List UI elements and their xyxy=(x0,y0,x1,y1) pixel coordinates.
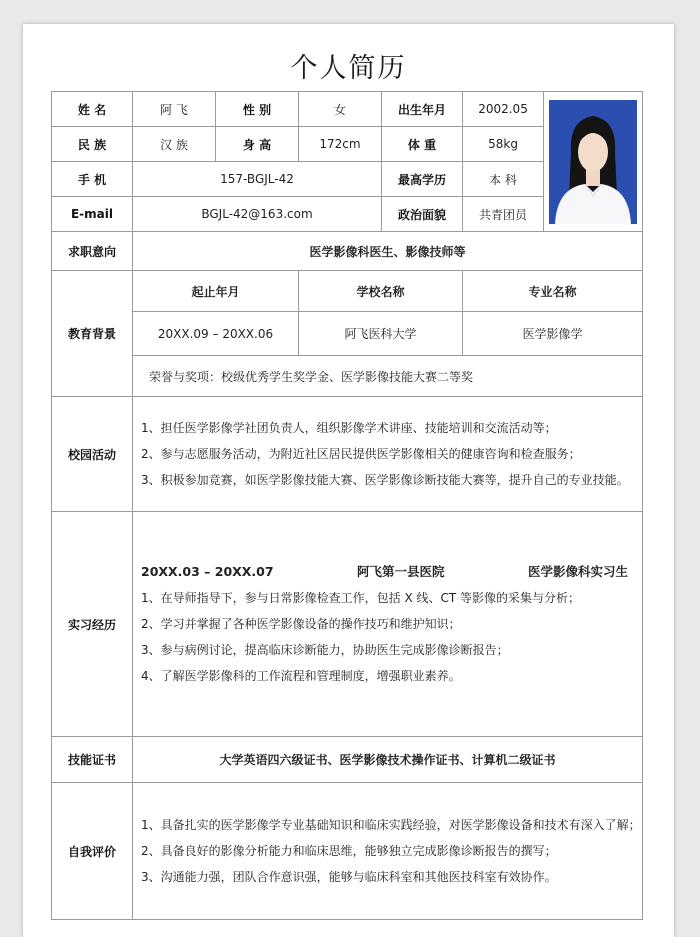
list-item: 2、具备良好的影像分析能力和临床思维，能够独立完成影像诊断报告的撰写； xyxy=(141,844,557,858)
table-row xyxy=(52,512,643,737)
internship-content xyxy=(133,512,643,737)
edu-major: 医学影像学 xyxy=(463,312,643,356)
gender-label: 性 别 xyxy=(216,92,299,127)
birth-label: 出生年月 xyxy=(382,92,463,127)
table-row xyxy=(52,356,643,397)
height-value: 172cm xyxy=(299,127,382,162)
weight-value: 58kg xyxy=(463,127,544,162)
internship-period: 20XX.03 – 20XX.07 xyxy=(141,564,274,579)
list-item: 2、参与志愿服务活动，为附近社区居民提供医学影像相关的健康咨询和检查服务； xyxy=(141,447,581,461)
weight-label: 体 重 xyxy=(382,127,463,162)
edu-header-major: 专业名称 xyxy=(463,271,643,312)
list-item: 2、学习并掌握了各种医学影像设备的操作技巧和维护知识； xyxy=(141,617,461,631)
list-item: 1、具备扎实的医学影像学专业基础知识和临床实践经验，对医学影像设备和技术有深入了解； xyxy=(141,818,641,832)
certs-label: 技能证书 xyxy=(52,737,133,783)
table-row xyxy=(52,397,643,512)
self-eval-content xyxy=(133,783,643,920)
self-eval-label: 自我评价 xyxy=(52,783,133,920)
table-row xyxy=(52,737,643,783)
campus-content xyxy=(133,397,643,512)
name-label: 姓 名 xyxy=(52,92,133,127)
internship-label: 实习经历 xyxy=(52,512,133,737)
edu-period: 20XX.09 – 20XX.06 xyxy=(133,312,299,356)
table-row xyxy=(52,232,643,271)
edu-header-school: 学校名称 xyxy=(299,271,463,312)
phone-value: 157-BGJL-42 xyxy=(133,162,382,197)
internship-header xyxy=(133,559,642,585)
email-label: E-mail xyxy=(52,197,133,232)
page-title: 个人简历 xyxy=(290,53,407,84)
birth-value: 2002.05 xyxy=(463,92,544,127)
ethnic-value: 汉 族 xyxy=(133,127,216,162)
list-item: 3、参与病例讨论，提高临床诊断能力，协助医生完成影像诊断报告； xyxy=(141,643,509,657)
intent-value: 医学影像科医生、影像技师等 xyxy=(133,232,643,271)
table-row xyxy=(52,92,643,127)
phone-label: 手 机 xyxy=(52,162,133,197)
avatar xyxy=(549,100,637,224)
height-label: 身 高 xyxy=(216,127,299,162)
education-label: 教育背景 xyxy=(52,271,133,397)
internship-hospital: 阿飞第一县医院 xyxy=(357,564,445,579)
internship-role: 医学影像科实习生 xyxy=(527,564,628,579)
table-row xyxy=(52,783,643,920)
list-item: 3、沟通能力强，团队合作意识强，能够与临床科室和其他医技科室有效协作。 xyxy=(141,870,557,884)
ethnic-label: 民 族 xyxy=(52,127,133,162)
edu-header-period: 起止年月 xyxy=(133,271,299,312)
table-row xyxy=(52,312,643,356)
resume-page xyxy=(23,24,674,937)
politics-label: 政治面貌 xyxy=(382,197,463,232)
list-item: 3、积极参加竞赛，如医学影像技能大赛、医学影像诊断技能大赛等，提升自己的专业技能。 xyxy=(141,473,629,487)
gender-value: 女 xyxy=(299,92,382,127)
list-item: 1、担任医学影像学社团负责人，组织影像学术讲座、技能培训和交流活动等； xyxy=(141,421,557,435)
name-value: 阿 飞 xyxy=(133,92,216,127)
photo-cell xyxy=(544,92,643,232)
education-level-value: 本 科 xyxy=(463,162,544,197)
politics-value: 共青团员 xyxy=(463,197,544,232)
table-row xyxy=(52,271,643,312)
edu-school: 阿飞医科大学 xyxy=(299,312,463,356)
email-value: BGJL-42@163.com xyxy=(133,197,382,232)
resume-table xyxy=(51,91,643,920)
campus-label: 校园活动 xyxy=(52,397,133,512)
edu-honors: 荣誉与奖项：校级优秀学生奖学金、医学影像技能大赛二等奖 xyxy=(133,356,643,397)
education-level-label: 最高学历 xyxy=(382,162,463,197)
list-item: 4、了解医学影像科的工作流程和管理制度，增强职业素养。 xyxy=(141,669,461,683)
intent-label: 求职意向 xyxy=(52,232,133,271)
certs-value: 大学英语四六级证书、医学影像技术操作证书、计算机二级证书 xyxy=(133,737,643,783)
list-item: 1、在导师指导下，参与日常影像检查工作，包括 X 线、CT 等影像的采集与分析； xyxy=(141,591,581,605)
